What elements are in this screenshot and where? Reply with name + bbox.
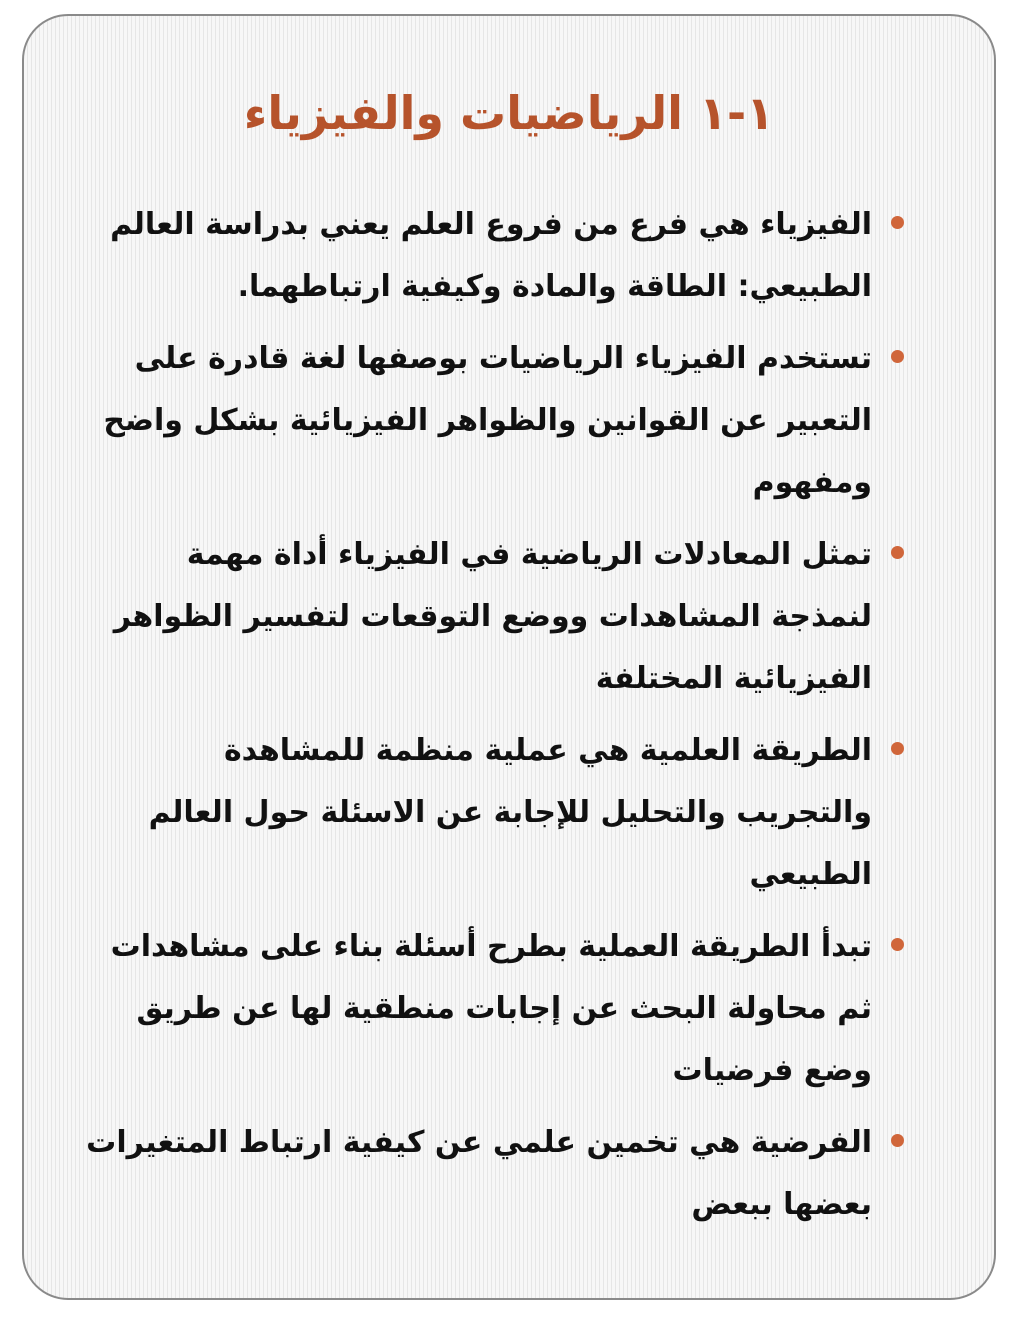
bullet-text: تمثل المعادلات الرياضية في الفيزياء أداة مهمة لنمذجة المشاهدات ووضع التوقعات لتفسير الظواهر الفيزيائية المختلفة (113, 537, 872, 696)
bullet-text: تبدأ الطريقة العملية بطرح أسئلة بناء على مشاهدات ثم محاولة البحث عن إجابات منطقية لها عن طريق وضع فرضيات (110, 929, 872, 1088)
bullet-icon (891, 1134, 904, 1147)
list-item (84, 1112, 908, 1236)
bullet-icon (891, 216, 904, 229)
slide-title: ١-١ الرياضيات والفيزياء (243, 86, 775, 140)
bullet-icon (891, 938, 904, 951)
list-item (84, 916, 908, 1102)
bullet-text: تستخدم الفيزياء الرياضيات بوصفها لغة قادرة على التعبير عن القوانين والظواهر الفيزيائية بشكل واضح ومفهوم (103, 341, 872, 500)
bullet-text: الطريقة العلمية هي عملية منظمة للمشاهدة والتجريب والتحليل للإجابة عن الاسئلة حول العالم الطبيعي (148, 733, 872, 892)
list-item (84, 720, 908, 906)
slide-frame (22, 14, 996, 1300)
bullet-text: الفرضية هي تخمين علمي عن كيفية ارتباط المتغيرات بعضها ببعض (86, 1125, 872, 1222)
bullet-icon (891, 546, 904, 559)
list-item (84, 524, 908, 710)
list-item (84, 194, 908, 318)
bullet-icon (891, 350, 904, 363)
bullet-text: الفيزياء هي فرع من فروع العلم يعني بدراسة العالم الطبيعي: الطاقة والمادة وكيفية ارتباطهما. (110, 207, 872, 304)
bullet-icon (891, 742, 904, 755)
bullet-list (84, 194, 908, 1246)
list-item (84, 328, 908, 514)
